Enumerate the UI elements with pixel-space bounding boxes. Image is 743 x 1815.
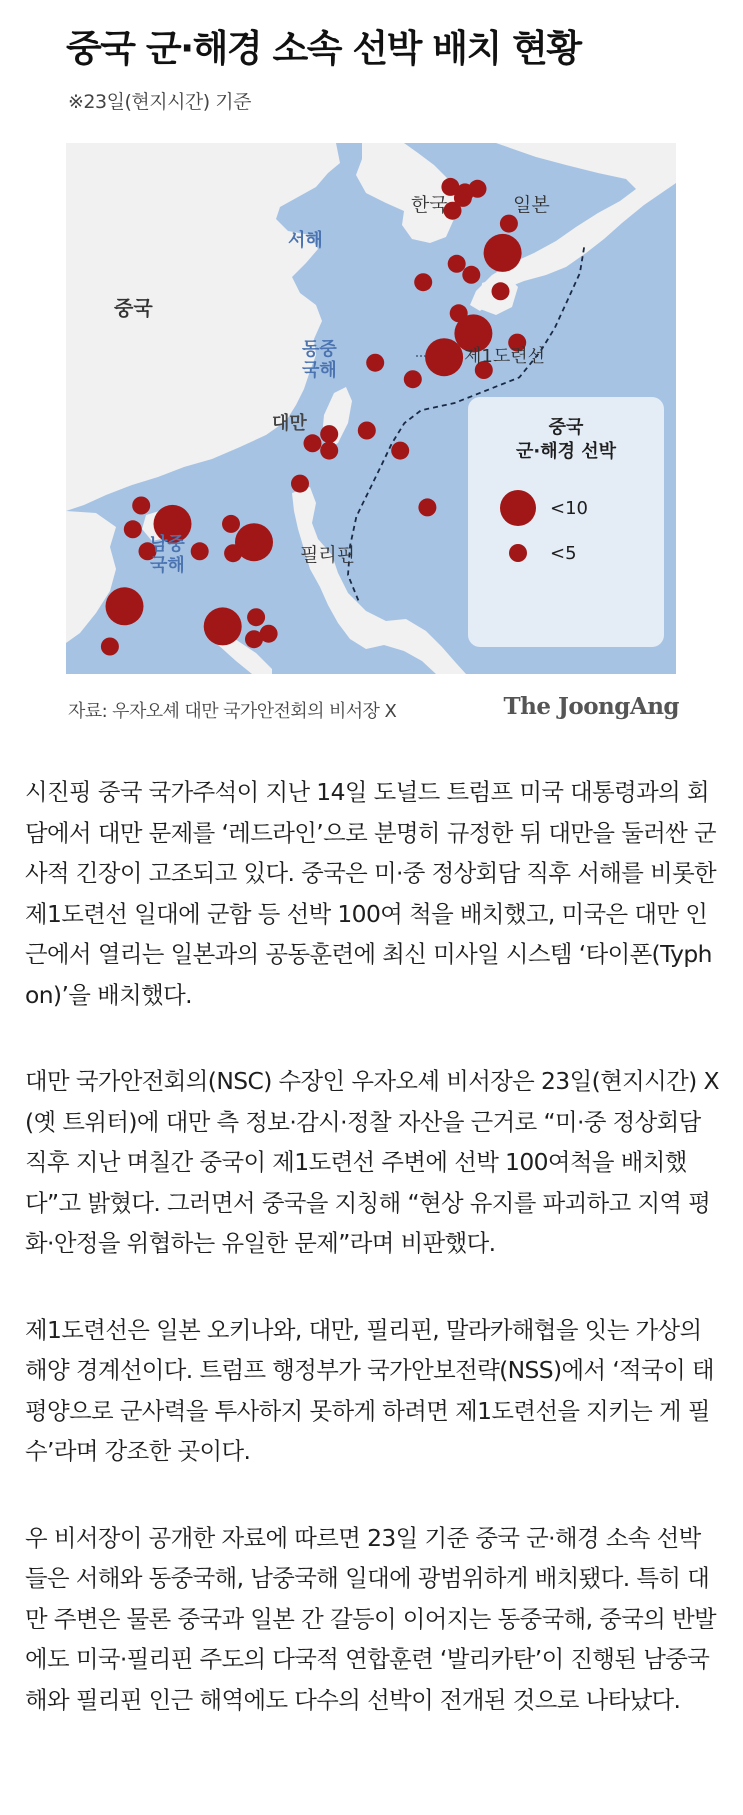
vessel-marker-small [101, 638, 119, 656]
label-south-china-sea: 남중 국해 [150, 534, 185, 576]
page-subtitle: ※23일(현지시간) 기준 [68, 91, 251, 113]
label-japan: 일본 [513, 194, 550, 216]
vessel-marker-small [124, 520, 142, 538]
vessel-map [66, 143, 676, 674]
vessel-marker-large [484, 234, 522, 272]
vessel-marker-small [320, 442, 338, 460]
vessel-marker-small [191, 542, 209, 560]
article-body [25, 772, 721, 1766]
vessel-marker-large [425, 338, 463, 376]
label-east-china-sea: 동중 국해 [302, 339, 337, 381]
vessel-marker-small [358, 422, 376, 440]
vessel-marker-small [304, 434, 322, 452]
vessel-marker-small [222, 515, 240, 533]
vessel-marker-large [204, 607, 242, 645]
legend-large-marker [500, 490, 536, 526]
map-legend [468, 397, 664, 647]
vessel-marker-small [462, 266, 480, 284]
vessel-marker-small [291, 475, 309, 493]
label-first-island-chain: 제1도련선 [464, 346, 546, 367]
legend-large-label: <10 [550, 498, 588, 519]
vessel-marker-small [366, 354, 384, 372]
page-title: 중국 군·해경 소속 선박 배치 현황 [66, 27, 581, 70]
article-paragraph: 제1도련선은 일본 오키나와, 대만, 필리핀, 말라카해협을 잇는 가상의 해양 경계선이다. 트럼프 행정부가 국가안보전략(NSS)에서 ‘적국이 태평양으로 군사력을 투사하지 못하게 하려면 제1도련선을 지키는 게 필수’라며 강조한 곳이다. [25, 1315, 715, 1465]
legend-small-marker [509, 544, 527, 562]
vessel-marker-small [404, 370, 422, 388]
vessel-marker-small [247, 608, 265, 626]
brand-logo: The JoongAng [503, 693, 679, 720]
vessel-marker-small [224, 544, 242, 562]
legend-small-label: <5 [550, 543, 577, 564]
legend-title: 중국 군·해경 선박 [515, 417, 617, 462]
vessel-marker-small [245, 630, 263, 648]
vessel-marker-small [492, 282, 510, 300]
label-korea: 한국 [411, 194, 448, 216]
article-paragraph: 대만 국가안전회의(NSC) 수장인 우자오셰 비서장은 23일(현지시간) X(옛 트위터)에 대만 측 정보·감시·정찰 자산을 근거로 “미·중 정상회담 직후 지난 며칠간 중국이 제1도련선 주변에 선박 100여척을 배치했다”고 밝혔다. 그러면서 중국을 지칭해 “현상 유지를 파괴하고 지역 평화·안정을 위협하는 유일한 문제”라며 비판했다. [25, 1067, 719, 1257]
label-taiwan: 대만 [272, 413, 307, 434]
vessel-marker-small [500, 215, 518, 233]
article-paragraph: 시진핑 중국 국가주석이 지난 14일 도널드 트럼프 미국 대통령과의 회담에서 대만 문제를 ‘레드라인’으로 분명히 규정한 뒤 대만을 둘러싼 군사적 긴장이 고조되고 있다. 중국은 미·중 정상회담 직후 서해를 비롯한 제1도련선 일대에 군함 등 선박 100여 척을 배치했고, 미국은 대만 인근에서 열리는 일본과의 공동훈련에 최신 미사일 시스템 ‘타이폰(Typhon)’을 배치했다. [25, 778, 717, 1009]
vessel-marker-small [320, 425, 338, 443]
vessel-marker-small [418, 498, 436, 516]
vessel-marker-large [106, 587, 144, 625]
label-philippines: 필리핀 [300, 544, 356, 566]
source-credit: 자료: 우자오셰 대만 국가안전회의 비서장 X [68, 701, 397, 722]
label-yellow-sea: 서해 [288, 230, 323, 251]
label-china: 중국 [114, 296, 153, 320]
article-paragraph: 우 비서장이 공개한 자료에 따르면 23일 기준 중국 군·해경 소속 선박들은 서해와 동중국해, 남중국해 일대에 광범위하게 배치됐다. 특히 대만 주변은 물론 중국과 일본 간 갈등이 이어지는 동중국해, 중국의 반발에도 미국·필리핀 주도의 다국적 연합훈련 ‘발리카탄’이 진행된 남중국해와 필리핀 인근 해역에도 다수의 선박이 전개된 것으로 나타났다. [25, 1523, 717, 1714]
vessel-marker-small [448, 255, 466, 273]
vessel-marker-small [132, 497, 150, 515]
vessel-marker-small [391, 442, 409, 460]
vessel-marker-small [414, 273, 432, 291]
